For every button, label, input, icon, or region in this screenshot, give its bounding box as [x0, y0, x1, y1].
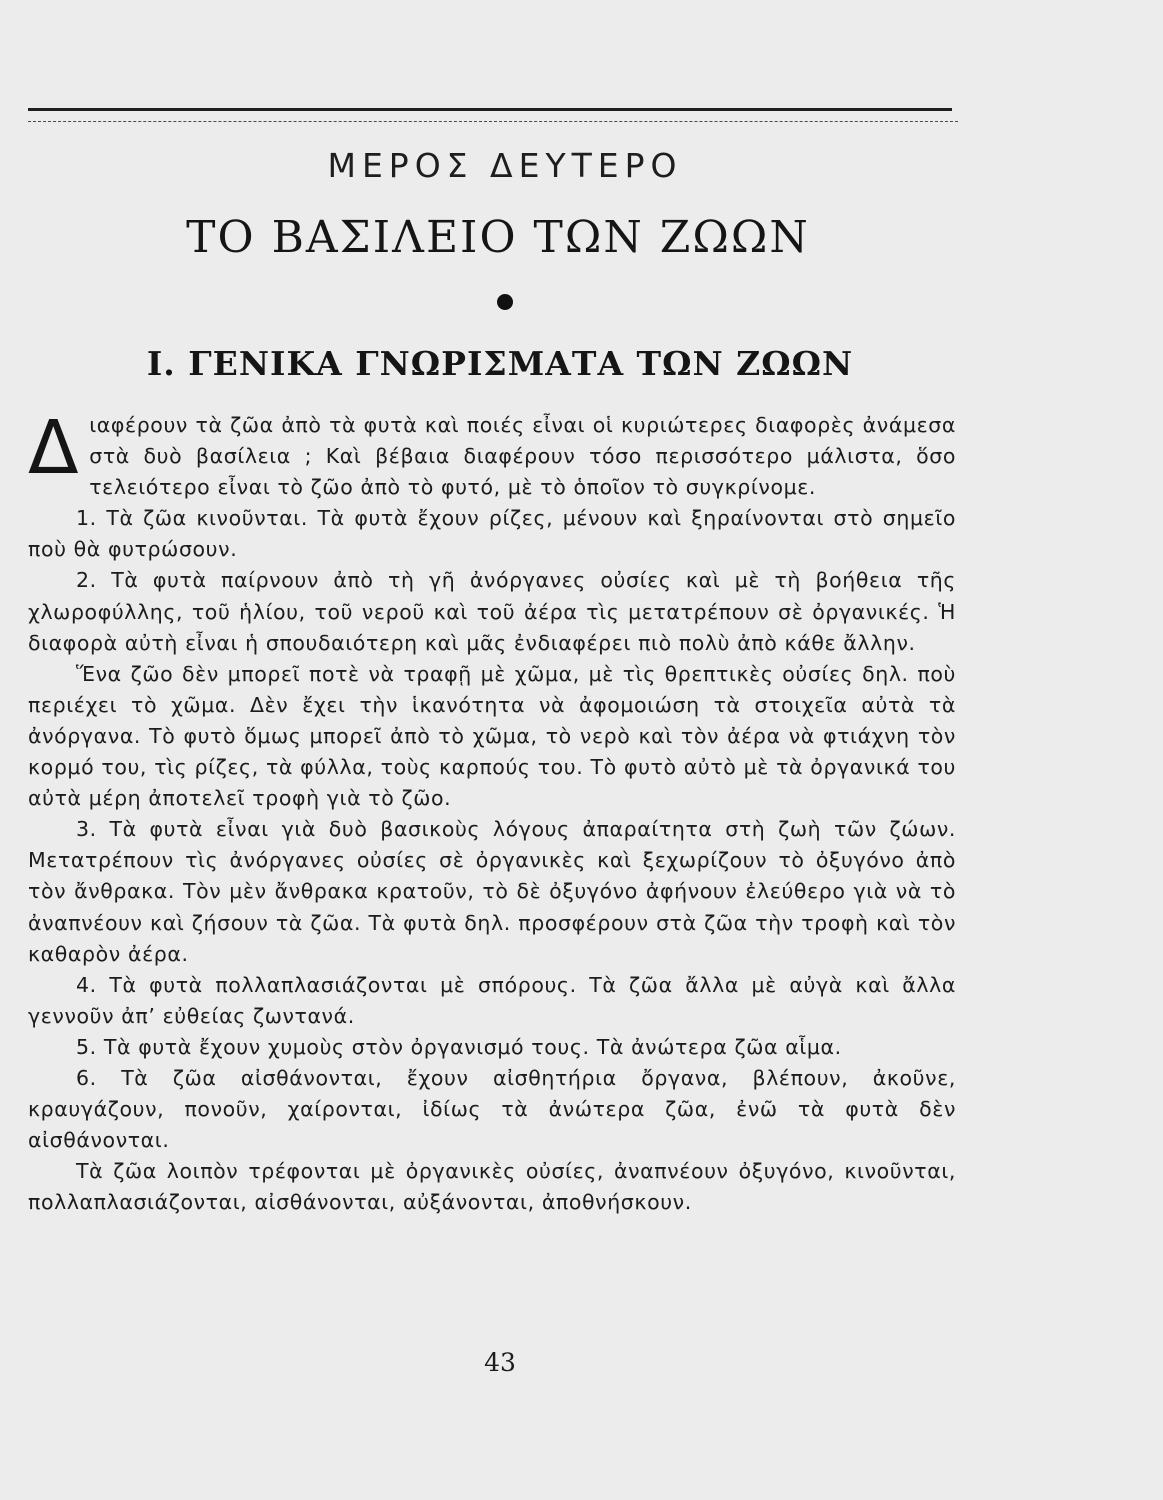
- part-label: ΜΕΡΟΣ ΔΕΥΤΕΡΟ: [327, 146, 683, 185]
- paragraph: Ἕνα ζῶο δὲν μπορεῖ ποτὲ νὰ τραφῇ μὲ χῶμα, μὲ τὶς θρεπτικὲς οὐσίες δηλ. ποὺ περιέχει τὸ χῶμα. Δὲν ἔχει τὴν ἱκανότητα νὰ ἀφομοιώση τὰ στοιχεῖα αὐτὰ τὰ ἀνόργανα. Τὸ φυτὸ ὅμως μπορεῖ ἀπὸ τὸ χῶμα, τὸ νερὸ καὶ τὸν ἀέρα νὰ φτιάχνη τὸν κορμό του, τὶς ρίζες, τὰ φύλλα, τοὺς καρπούς του. Τὸ φυτὸ αὐτὸ μὲ τὰ ὀργανικά του αὐτὰ μέρη ἀποτελεῖ τροφὴ γιὰ τὸ ζῶο.: [28, 661, 956, 811]
- paragraph: 1. Τὰ ζῶα κινοῦνται. Τὰ φυτὰ ἔχουν ρίζες, μένουν καὶ ξηραίνονται στὸ σημεῖο ποὺ θὰ φυτρώσουν.: [28, 506, 956, 562]
- ornament-dot-icon: [497, 294, 513, 310]
- intro-paragraph: [28, 405, 956, 503]
- paragraph: 3. Τὰ φυτὰ εἶναι γιὰ δυὸ βασικοὺς λόγους ἀπαραίτητα στὴ ζωὴ τῶν ζώων. Μετατρέπουν τὶς ἀνόργανες οὐσίες σὲ ὀργανικὲς καὶ ξεχωρίζουν τὸ ὀξυγόνο ἀπὸ τὸν ἄνθρακα. Τὸν μὲν ἄνθρακα κρατοῦν, τὸ δὲ ὀξυγόνο ἀφήνουν ἐλεύθερο γιὰ νὰ τὸ ἀναπνέουν καὶ ζήσουν τὰ ζῶα. Τὰ φυτὰ δηλ. προσφέρουν στὰ ζῶα τὴν τροφὴ καὶ τὸν καθαρὸν ἀέρα.: [28, 817, 956, 966]
- paragraph: 5. Τὰ φυτὰ ἔχουν χυμοὺς στὸν ὀργανισμό τους. Τὰ ἀνώτερα ζῶα αἷμα.: [76, 1034, 842, 1059]
- top-rule-dashed: [28, 121, 958, 122]
- paragraph: 2. Τὰ φυτὰ παίρνουν ἀπὸ τὴ γῆ ἀνόργανες οὐσίες καὶ μὲ τὴ βοήθεια τῆς χλωροφύλλης, τοῦ ἡλίου, τοῦ νεροῦ καὶ τοῦ ἀέρα τὶς μετατρέπουν σὲ ὀργανικές. Ἡ διαφορὰ αὐτὴ εἶναι ἡ σπουδαιότερη καὶ μᾶς ἐνδιαφέρει πιὸ πολὺ ἀπὸ κάθε ἄλλην.: [28, 568, 956, 655]
- paragraph: 4. Τὰ φυτὰ πολλαπλασιάζονται μὲ σπόρους. Τὰ ζῶα ἄλλα μὲ αὐγὰ καὶ ἄλλα γεννοῦν ἀπ’ εὐθείας ζωντανά.: [28, 972, 956, 1028]
- chapter-heading: Ι. ΓΕΝΙΚΑ ΓΝΩΡΙΣΜΑΤΑ ΤΩΝ ΖΩΩΝ: [146, 344, 854, 383]
- page-number: 43: [484, 1348, 516, 1377]
- paragraph: 6. Τὰ ζῶα αἰσθάνονται, ἔχουν αἰσθητήρια ὄργανα, βλέπουν, ἀκοῦνε, κραυγάζουν, πονοῦν, χαίρονται, ἰδίως τὰ ἀνώτερα ζῶα, ἐνῶ τὰ φυτὰ δὲν αἰσθάνονται.: [28, 1065, 956, 1153]
- paragraph: Τὰ ζῶα λοιπὸν τρέφονται μὲ ὀργανικὲς οὐσίες, ἀναπνέουν ὀξυγόνο, κινοῦνται, πολλαπλασιάζονται, αἰσθάνονται, αὐξάνονται, ἀποθνήσκουν.: [28, 1159, 956, 1215]
- intro-text: ιαφέρουν τὰ ζῶα ἀπὸ τὰ φυτὰ καὶ ποιές εἶναι οἱ κυριώτερες διαφορὲς ἀνάμεσα στὰ δυὸ βασίλεια ; Καὶ βέβαια διαφέρουν τόσο περισσότερο μάλιστα, ὅσο τελειότερο εἶναι τὸ ζῶο ἀπὸ τὸ φυτό, μὲ τὸ ὁποῖον τὸ συγκρίνομε.: [89, 413, 956, 500]
- body-text: [28, 405, 956, 1218]
- top-rule: [28, 108, 952, 111]
- page-title: ΤΟ ΒΑΣΙΛΕΙΟ ΤΩΝ ΖΩΩΝ: [186, 212, 810, 263]
- drop-cap: Δ: [28, 405, 80, 491]
